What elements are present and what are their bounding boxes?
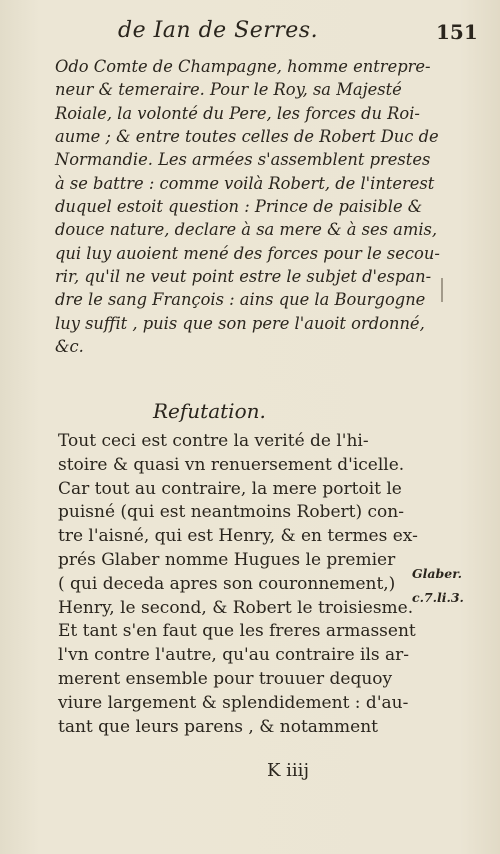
section-heading: Refutation. (153, 399, 266, 423)
passage-line: &c. (55, 337, 84, 357)
passage-line: dre le sang François : ains que la Bourgogne (55, 290, 426, 310)
marginal-note-reference: c.7.li.3. (412, 589, 464, 605)
page-header (0, 18, 500, 48)
passage-line: Odo Comte de Champagne, homme entrepre- (55, 57, 431, 76)
passage-line: aume ; & entre toutes celles de Robert Duc de (55, 127, 439, 147)
passage-line: luy suffit , puis que son pere l'auoit ordonné, (55, 313, 425, 333)
passage-line: Normandie. Les armées s'assemblent prestes (55, 150, 431, 170)
running-title: de Ian de Serres. (118, 18, 319, 43)
body-line: merent ensemble pour trouuer dequoy (58, 668, 393, 689)
body-line: stoire & quasi vn renuersement d'icelle. (58, 454, 405, 475)
passage-line: douce nature, declare à sa mere & à ses amis, (55, 220, 438, 240)
body-line: Car tout au contraire, la mere portoit le (58, 478, 402, 499)
body-line: l'vn contre l'autre, qu'au contraire ils ar- (58, 645, 410, 666)
passage-line: à se battre : comme voilà Robert, de l'interest (55, 173, 435, 193)
margin-ink-mark (441, 278, 443, 302)
body-line: Tout ceci est contre la verité de l'hi- (58, 431, 369, 451)
body-line: tre l'aisné, qui est Henry, & en termes ex- (58, 526, 418, 547)
passage-line: Roiale, la volonté du Pere, les forces du Roi- (55, 103, 420, 123)
refutation-text (58, 430, 418, 739)
passage-line: rir, qu'il ne veut point estre le subjet d'espan- (55, 267, 432, 287)
marginal-note (412, 562, 494, 609)
passage-line: duquel estoit question : Prince de paisible & (55, 197, 423, 217)
signature-mark: K iiij (267, 760, 310, 781)
body-line: Et tant s'en faut que les freres armassent (58, 621, 416, 642)
italic-passage (55, 55, 440, 358)
passage-line: qui luy auoient mené des forces pour le secou- (55, 243, 440, 263)
body-line: prés Glaber nomme Hugues le premier (58, 549, 396, 570)
passage-line: neur & temeraire. Pour le Roy, sa Majesté (55, 80, 402, 100)
body-line: ( qui deceda apres son couronnement,) (58, 573, 396, 594)
body-line: puisné (qui est neantmoins Robert) con- (58, 502, 404, 523)
body-line: tant que leurs parens , & notamment (58, 716, 379, 737)
body-line: viure largement & splendidement : d'au- (58, 692, 409, 713)
page-number: 151 (436, 20, 478, 44)
marginal-note-author: Glaber. (412, 566, 463, 581)
body-line: Henry, le second, & Robert le troisiesme. (58, 597, 414, 618)
